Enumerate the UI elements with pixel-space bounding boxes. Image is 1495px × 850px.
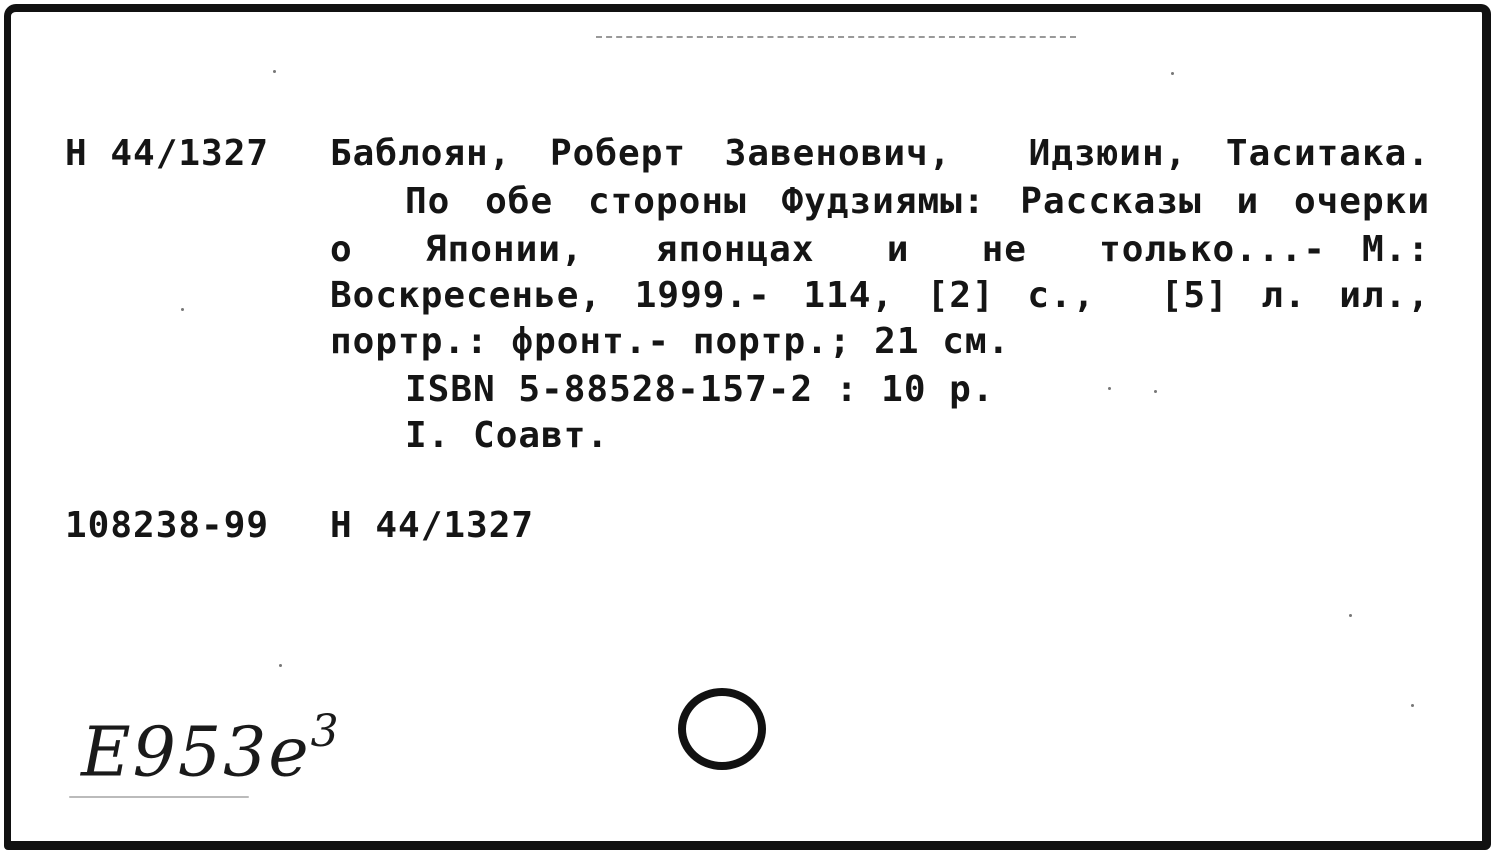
catalog-card — [4, 4, 1491, 850]
speck — [1108, 387, 1111, 390]
tracing-line: I. Соавт. — [405, 415, 610, 456]
call-number-repeat: Н 44/1327 — [330, 505, 535, 546]
entry-line-1: Баблоян, Роберт Завенович, Идзюин, Таситака. — [330, 133, 1430, 174]
entry-line-2: По обе стороны Фудзиямы: Рассказы и очерки — [405, 181, 1430, 222]
handwritten-shelfmark-sup: 3 — [310, 706, 341, 757]
speck — [1411, 704, 1414, 707]
entry-line-5: портр.: фронт.- портр.; 21 см. — [330, 321, 1011, 362]
handwritten-shelfmark — [81, 706, 341, 793]
entry-line-3: о Японии, японцах и не только...- М.: — [330, 229, 1430, 270]
accession-number: 108238-99 — [65, 505, 270, 546]
speck — [1154, 390, 1157, 393]
call-number: Н 44/1327 — [65, 133, 270, 174]
punch-hole-icon — [678, 688, 766, 770]
speck — [181, 308, 184, 311]
faint-smudge — [69, 796, 249, 798]
isbn-line: ISBN 5-88528-157-2 : 10 р. — [405, 369, 995, 410]
entry-line-4: Воскресенье, 1999.- 114, [2] с., [5] л. ил., — [330, 275, 1430, 316]
speck — [279, 664, 282, 667]
handwritten-shelfmark-main: Е953е — [81, 713, 311, 793]
speck — [1171, 72, 1174, 75]
speck — [1349, 614, 1352, 617]
faint-dashed-rule — [596, 36, 1076, 38]
speck — [273, 70, 276, 73]
